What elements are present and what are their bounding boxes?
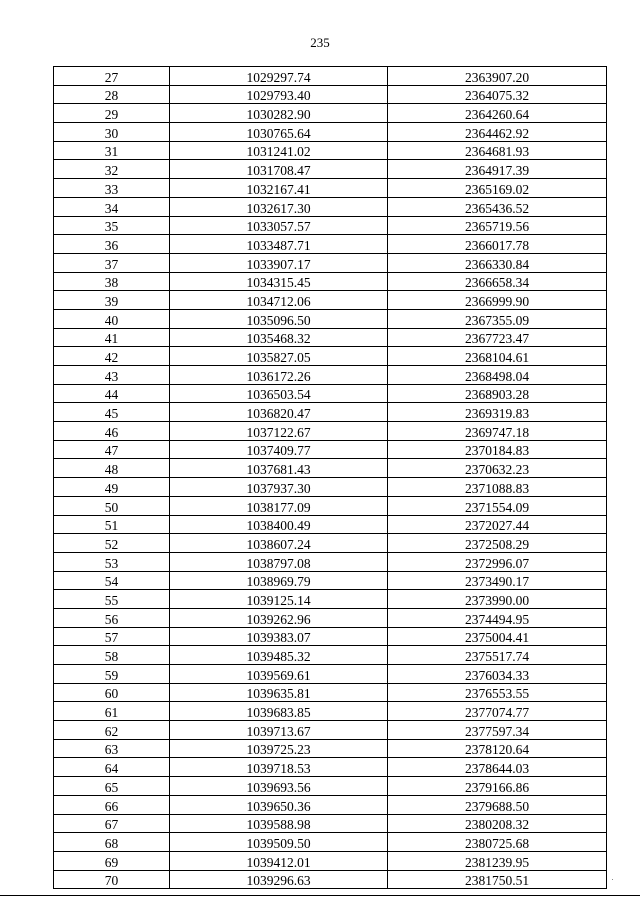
point-number-cell: 61 (54, 702, 170, 721)
point-number-cell: 66 (54, 795, 170, 814)
point-number-cell: 54 (54, 571, 170, 590)
point-number-cell: 51 (54, 515, 170, 534)
y-coordinate-cell: 2370184.83 (388, 440, 607, 459)
table-row (54, 216, 607, 235)
y-coordinate-cell: 2364917.39 (388, 160, 607, 179)
page-number: 235 (310, 35, 330, 50)
point-number-cell: 41 (54, 328, 170, 347)
x-coordinate-cell: 1029793.40 (170, 85, 388, 104)
table-row (54, 646, 607, 665)
x-coordinate-cell: 1033907.17 (170, 253, 388, 272)
x-coordinate-cell: 1038969.79 (170, 571, 388, 590)
table-row (54, 459, 607, 478)
table-row (54, 104, 607, 123)
y-coordinate-cell: 2380725.68 (388, 833, 607, 852)
table-row (54, 608, 607, 627)
point-number-cell: 38 (54, 272, 170, 291)
point-number-cell: 37 (54, 253, 170, 272)
y-coordinate-cell: 2379688.50 (388, 795, 607, 814)
table-row (54, 552, 607, 571)
table-row (54, 478, 607, 497)
y-coordinate-cell: 2375004.41 (388, 627, 607, 646)
y-coordinate-cell: 2378120.64 (388, 739, 607, 758)
table-row (54, 403, 607, 422)
point-number-cell: 32 (54, 160, 170, 179)
y-coordinate-cell: 2367355.09 (388, 309, 607, 328)
y-coordinate-cell: 2365169.02 (388, 179, 607, 198)
point-number-cell: 33 (54, 179, 170, 198)
x-coordinate-cell: 1039412.01 (170, 851, 388, 870)
point-number-cell: 35 (54, 216, 170, 235)
y-coordinate-cell: 2363907.20 (388, 67, 607, 86)
x-coordinate-cell: 1039509.50 (170, 833, 388, 852)
x-coordinate-cell: 1032617.30 (170, 197, 388, 216)
x-coordinate-cell: 1039296.63 (170, 870, 388, 889)
table-row (54, 777, 607, 796)
y-coordinate-cell: 2377074.77 (388, 702, 607, 721)
point-number-cell: 59 (54, 665, 170, 684)
point-number-cell: 52 (54, 534, 170, 553)
x-coordinate-cell: 1039485.32 (170, 646, 388, 665)
y-coordinate-cell: 2369747.18 (388, 422, 607, 441)
table-row (54, 590, 607, 609)
y-coordinate-cell: 2371088.83 (388, 478, 607, 497)
x-coordinate-cell: 1039718.53 (170, 758, 388, 777)
y-coordinate-cell: 2376553.55 (388, 683, 607, 702)
table-row (54, 347, 607, 366)
y-coordinate-cell: 2368498.04 (388, 366, 607, 385)
x-coordinate-cell: 1029297.74 (170, 67, 388, 86)
y-coordinate-cell: 2368903.28 (388, 384, 607, 403)
y-coordinate-cell: 2369319.83 (388, 403, 607, 422)
point-number-cell: 43 (54, 366, 170, 385)
table-row (54, 739, 607, 758)
point-number-cell: 45 (54, 403, 170, 422)
x-coordinate-cell: 1038400.49 (170, 515, 388, 534)
point-number-cell: 49 (54, 478, 170, 497)
y-coordinate-cell: 2378644.03 (388, 758, 607, 777)
table-row (54, 721, 607, 740)
table-row (54, 665, 607, 684)
x-coordinate-cell: 1032167.41 (170, 179, 388, 198)
point-number-cell: 39 (54, 291, 170, 310)
table-row (54, 141, 607, 160)
x-coordinate-cell: 1038797.08 (170, 552, 388, 571)
table-row (54, 309, 607, 328)
y-coordinate-cell: 2372027.44 (388, 515, 607, 534)
table-row (54, 534, 607, 553)
table-row (54, 515, 607, 534)
y-coordinate-cell: 2367723.47 (388, 328, 607, 347)
point-number-cell: 29 (54, 104, 170, 123)
table-row (54, 683, 607, 702)
table-row (54, 496, 607, 515)
table-row (54, 384, 607, 403)
table-row (54, 272, 607, 291)
table-row (54, 85, 607, 104)
table-row (54, 758, 607, 777)
margin-speck (612, 879, 613, 880)
x-coordinate-cell: 1030765.64 (170, 123, 388, 142)
x-coordinate-cell: 1039569.61 (170, 665, 388, 684)
y-coordinate-cell: 2364075.32 (388, 85, 607, 104)
table-row (54, 851, 607, 870)
y-coordinate-cell: 2374494.95 (388, 608, 607, 627)
x-coordinate-cell: 1038177.09 (170, 496, 388, 515)
x-coordinate-cell: 1035468.32 (170, 328, 388, 347)
point-number-cell: 46 (54, 422, 170, 441)
table-row (54, 440, 607, 459)
x-coordinate-cell: 1036172.26 (170, 366, 388, 385)
point-number-cell: 28 (54, 85, 170, 104)
point-number-cell: 60 (54, 683, 170, 702)
table-row (54, 328, 607, 347)
point-number-cell: 65 (54, 777, 170, 796)
y-coordinate-cell: 2371554.09 (388, 496, 607, 515)
point-number-cell: 42 (54, 347, 170, 366)
point-number-cell: 30 (54, 123, 170, 142)
point-number-cell: 27 (54, 67, 170, 86)
x-coordinate-cell: 1034712.06 (170, 291, 388, 310)
x-coordinate-cell: 1039383.07 (170, 627, 388, 646)
table-row (54, 366, 607, 385)
x-coordinate-cell: 1037681.43 (170, 459, 388, 478)
y-coordinate-cell: 2365719.56 (388, 216, 607, 235)
point-number-cell: 47 (54, 440, 170, 459)
y-coordinate-cell: 2372996.07 (388, 552, 607, 571)
x-coordinate-cell: 1039683.85 (170, 702, 388, 721)
x-coordinate-cell: 1037409.77 (170, 440, 388, 459)
point-number-cell: 50 (54, 496, 170, 515)
coordinates-table (53, 66, 607, 889)
y-coordinate-cell: 2381750.51 (388, 870, 607, 889)
y-coordinate-cell: 2366330.84 (388, 253, 607, 272)
x-coordinate-cell: 1039262.96 (170, 608, 388, 627)
table-row (54, 814, 607, 833)
point-number-cell: 70 (54, 870, 170, 889)
point-number-cell: 64 (54, 758, 170, 777)
x-coordinate-cell: 1035827.05 (170, 347, 388, 366)
y-coordinate-cell: 2364462.92 (388, 123, 607, 142)
x-coordinate-cell: 1037122.67 (170, 422, 388, 441)
x-coordinate-cell: 1039650.36 (170, 795, 388, 814)
y-coordinate-cell: 2366017.78 (388, 235, 607, 254)
x-coordinate-cell: 1037937.30 (170, 478, 388, 497)
x-coordinate-cell: 1035096.50 (170, 309, 388, 328)
table-row (54, 627, 607, 646)
y-coordinate-cell: 2366658.34 (388, 272, 607, 291)
table-row (54, 235, 607, 254)
x-coordinate-cell: 1033057.57 (170, 216, 388, 235)
table-row (54, 833, 607, 852)
point-number-cell: 55 (54, 590, 170, 609)
y-coordinate-cell: 2364260.64 (388, 104, 607, 123)
table-row (54, 702, 607, 721)
point-number-cell: 44 (54, 384, 170, 403)
y-coordinate-cell: 2373990.00 (388, 590, 607, 609)
point-number-cell: 31 (54, 141, 170, 160)
y-coordinate-cell: 2377597.34 (388, 721, 607, 740)
table-row (54, 160, 607, 179)
point-number-cell: 68 (54, 833, 170, 852)
x-coordinate-cell: 1036820.47 (170, 403, 388, 422)
y-coordinate-cell: 2368104.61 (388, 347, 607, 366)
x-coordinate-cell: 1039588.98 (170, 814, 388, 833)
table-row (54, 67, 607, 86)
y-coordinate-cell: 2365436.52 (388, 197, 607, 216)
table-row (54, 571, 607, 590)
y-coordinate-cell: 2375517.74 (388, 646, 607, 665)
y-coordinate-cell: 2381239.95 (388, 851, 607, 870)
x-coordinate-cell: 1031708.47 (170, 160, 388, 179)
point-number-cell: 62 (54, 721, 170, 740)
y-coordinate-cell: 2376034.33 (388, 665, 607, 684)
y-coordinate-cell: 2373490.17 (388, 571, 607, 590)
x-coordinate-cell: 1039693.56 (170, 777, 388, 796)
table-row (54, 197, 607, 216)
x-coordinate-cell: 1030282.90 (170, 104, 388, 123)
table-row (54, 870, 607, 889)
table-row (54, 795, 607, 814)
point-number-cell: 69 (54, 851, 170, 870)
y-coordinate-cell: 2379166.86 (388, 777, 607, 796)
bottom-rule (0, 895, 640, 896)
point-number-cell: 67 (54, 814, 170, 833)
table-row (54, 291, 607, 310)
point-number-cell: 53 (54, 552, 170, 571)
point-number-cell: 48 (54, 459, 170, 478)
table-row (54, 253, 607, 272)
x-coordinate-cell: 1031241.02 (170, 141, 388, 160)
point-number-cell: 58 (54, 646, 170, 665)
y-coordinate-cell: 2366999.90 (388, 291, 607, 310)
table-row (54, 123, 607, 142)
coordinates-table-body (54, 67, 607, 889)
point-number-cell: 34 (54, 197, 170, 216)
y-coordinate-cell: 2380208.32 (388, 814, 607, 833)
x-coordinate-cell: 1039125.14 (170, 590, 388, 609)
y-coordinate-cell: 2372508.29 (388, 534, 607, 553)
x-coordinate-cell: 1036503.54 (170, 384, 388, 403)
table-row (54, 422, 607, 441)
point-number-cell: 57 (54, 627, 170, 646)
point-number-cell: 36 (54, 235, 170, 254)
point-number-cell: 56 (54, 608, 170, 627)
x-coordinate-cell: 1033487.71 (170, 235, 388, 254)
point-number-cell: 63 (54, 739, 170, 758)
table-row (54, 179, 607, 198)
x-coordinate-cell: 1039713.67 (170, 721, 388, 740)
x-coordinate-cell: 1039725.23 (170, 739, 388, 758)
x-coordinate-cell: 1039635.81 (170, 683, 388, 702)
x-coordinate-cell: 1034315.45 (170, 272, 388, 291)
point-number-cell: 40 (54, 309, 170, 328)
y-coordinate-cell: 2364681.93 (388, 141, 607, 160)
x-coordinate-cell: 1038607.24 (170, 534, 388, 553)
y-coordinate-cell: 2370632.23 (388, 459, 607, 478)
